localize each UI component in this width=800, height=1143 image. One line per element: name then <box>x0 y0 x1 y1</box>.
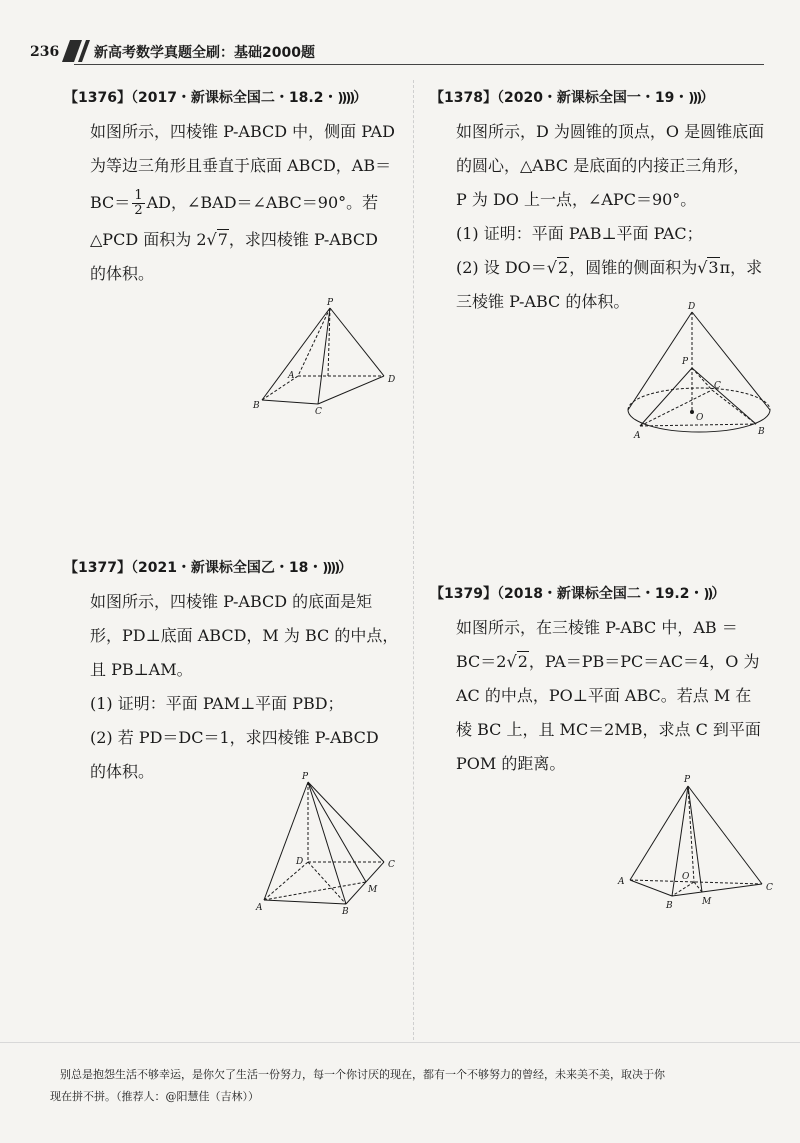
footer-text: 现在拼不拼。（推荐人：@阳慧佳（吉林）） <box>50 1090 259 1103</box>
figure-1376 <box>250 296 410 425</box>
problem-text: △PCD 面积为 2√7，求四棱锥 P-ABCD <box>90 230 378 249</box>
problem-text: 的体积。 <box>90 762 155 781</box>
footer-rule <box>0 1042 800 1043</box>
vertex-label: C <box>388 860 395 870</box>
difficulty-icon: ))) <box>688 91 701 106</box>
vertex-label: A <box>618 877 625 887</box>
problem-text: (2) 若 PD＝DC＝1，求四棱锥 P-ABCD <box>90 728 379 747</box>
problem-text: 的圆心，△ABC 是底面的内接正三角形， <box>456 156 750 175</box>
problem-1376 <box>64 86 430 291</box>
problem-text: 的体积。 <box>90 264 155 283</box>
vertex-label: D <box>388 375 396 385</box>
problem-text: (1) 证明：平面 PAM⊥平面 PBD； <box>90 694 344 713</box>
vertex-label: P <box>327 298 334 308</box>
footer-text: 别总是抱怨生活不够幸运，是你欠了生活一份努力，每一个你讨厌的现在，都有一个不够努力的曾经，未来美不美，取决于你 <box>60 1068 665 1081</box>
vertex-label: D <box>688 302 696 312</box>
vertex-label: B <box>342 907 349 917</box>
book-title: 新高考数学真题全刷：基础2000题 <box>94 45 315 61</box>
difficulty-icon: )))) <box>322 561 339 576</box>
problem-text: 如图所示，在三棱锥 P-ABC 中，AB ＝ <box>456 618 738 637</box>
problem-1377 <box>64 556 430 789</box>
vertex-label: B <box>253 401 260 411</box>
vertex-label: M <box>368 885 378 895</box>
problem-text: 棱 BC 上，且 MC＝2MB，求点 C 到平面 <box>456 720 761 739</box>
difficulty-icon: )) <box>703 587 712 602</box>
vertex-label: C <box>766 883 773 893</box>
cone-diagram <box>620 300 780 445</box>
problem-text: BC＝ $\frac{1}{2}$ AD，∠BAD＝∠ABC＝90°。若 <box>90 188 379 218</box>
pyramid-diagram <box>250 296 410 421</box>
problem-1378 <box>430 86 796 319</box>
pyramid-diagram <box>252 770 412 915</box>
vertex-label: D <box>296 857 304 867</box>
vertex-label: B <box>666 901 673 911</box>
figure-1377 <box>252 770 412 919</box>
problem-text: AC 的中点，PO⊥平面 ABC。若点 M 在 <box>456 686 752 705</box>
vertex-label: A <box>288 371 295 381</box>
tetrahedron-diagram <box>616 772 776 912</box>
problem-text: P 为 DO 上一点，∠APC＝90°。 <box>456 190 697 209</box>
problem-text: (2) 设 DO＝√2，圆锥的侧面积为√3π，求 <box>456 258 763 277</box>
problem-text: 三棱锥 P-ABC 的体积。 <box>456 292 630 311</box>
vertex-label: B <box>758 427 765 437</box>
problem-text: 形，PD⊥底面 ABCD，M 为 BC 的中点， <box>90 626 399 645</box>
figure-1379 <box>616 772 776 916</box>
vertex-label: P <box>682 357 689 367</box>
problem-tag: 【1378】（2020・新课标全国一・19・)))） <box>430 90 715 106</box>
vertex-label: O <box>682 872 690 882</box>
problem-text: 且 PB⊥AM。 <box>90 660 193 679</box>
problem-text: (1) 证明：平面 PAB⊥平面 PAC； <box>456 224 703 243</box>
problem-text: 如图所示，D 为圆锥的顶点，O 是圆锥底面 <box>456 122 765 141</box>
vertex-label: C <box>714 381 721 391</box>
problem-tag: 【1379】（2018・新课标全国二・19.2・))） <box>430 586 726 602</box>
problem-text: POM 的距离。 <box>456 754 566 773</box>
header-rule <box>74 64 764 65</box>
page-number: 236 <box>30 44 60 60</box>
vertex-label: C <box>315 407 322 417</box>
vertex-label: P <box>302 772 309 782</box>
vertex-label: P <box>684 775 691 785</box>
problem-tag: 【1377】（2021・新课标全国乙・18・))))） <box>64 560 353 576</box>
fraction: $\frac{1}{2}$ <box>134 188 143 218</box>
difficulty-icon: )))) <box>337 91 354 106</box>
problem-1379 <box>430 582 796 781</box>
vertex-label: M <box>702 897 712 907</box>
vertex-label: A <box>256 903 263 913</box>
problem-text: BC＝2√2，PA＝PB＝PC＝AC＝4，O 为 <box>456 652 760 671</box>
figure-1378 <box>620 300 780 449</box>
vertex-label: O <box>696 413 704 423</box>
problem-text: 如图所示，四棱锥 P-ABCD 中，侧面 PAD <box>90 122 395 141</box>
vertex-label: A <box>634 431 641 441</box>
problem-text: 如图所示，四棱锥 P-ABCD 的底面是矩 <box>90 592 373 611</box>
footer-quote <box>50 1064 780 1108</box>
problem-text: 为等边三角形且垂直于底面 ABCD，AB＝ <box>90 156 392 175</box>
problem-tag: 【1376】（2017・新课标全国二・18.2・))))） <box>64 90 368 106</box>
